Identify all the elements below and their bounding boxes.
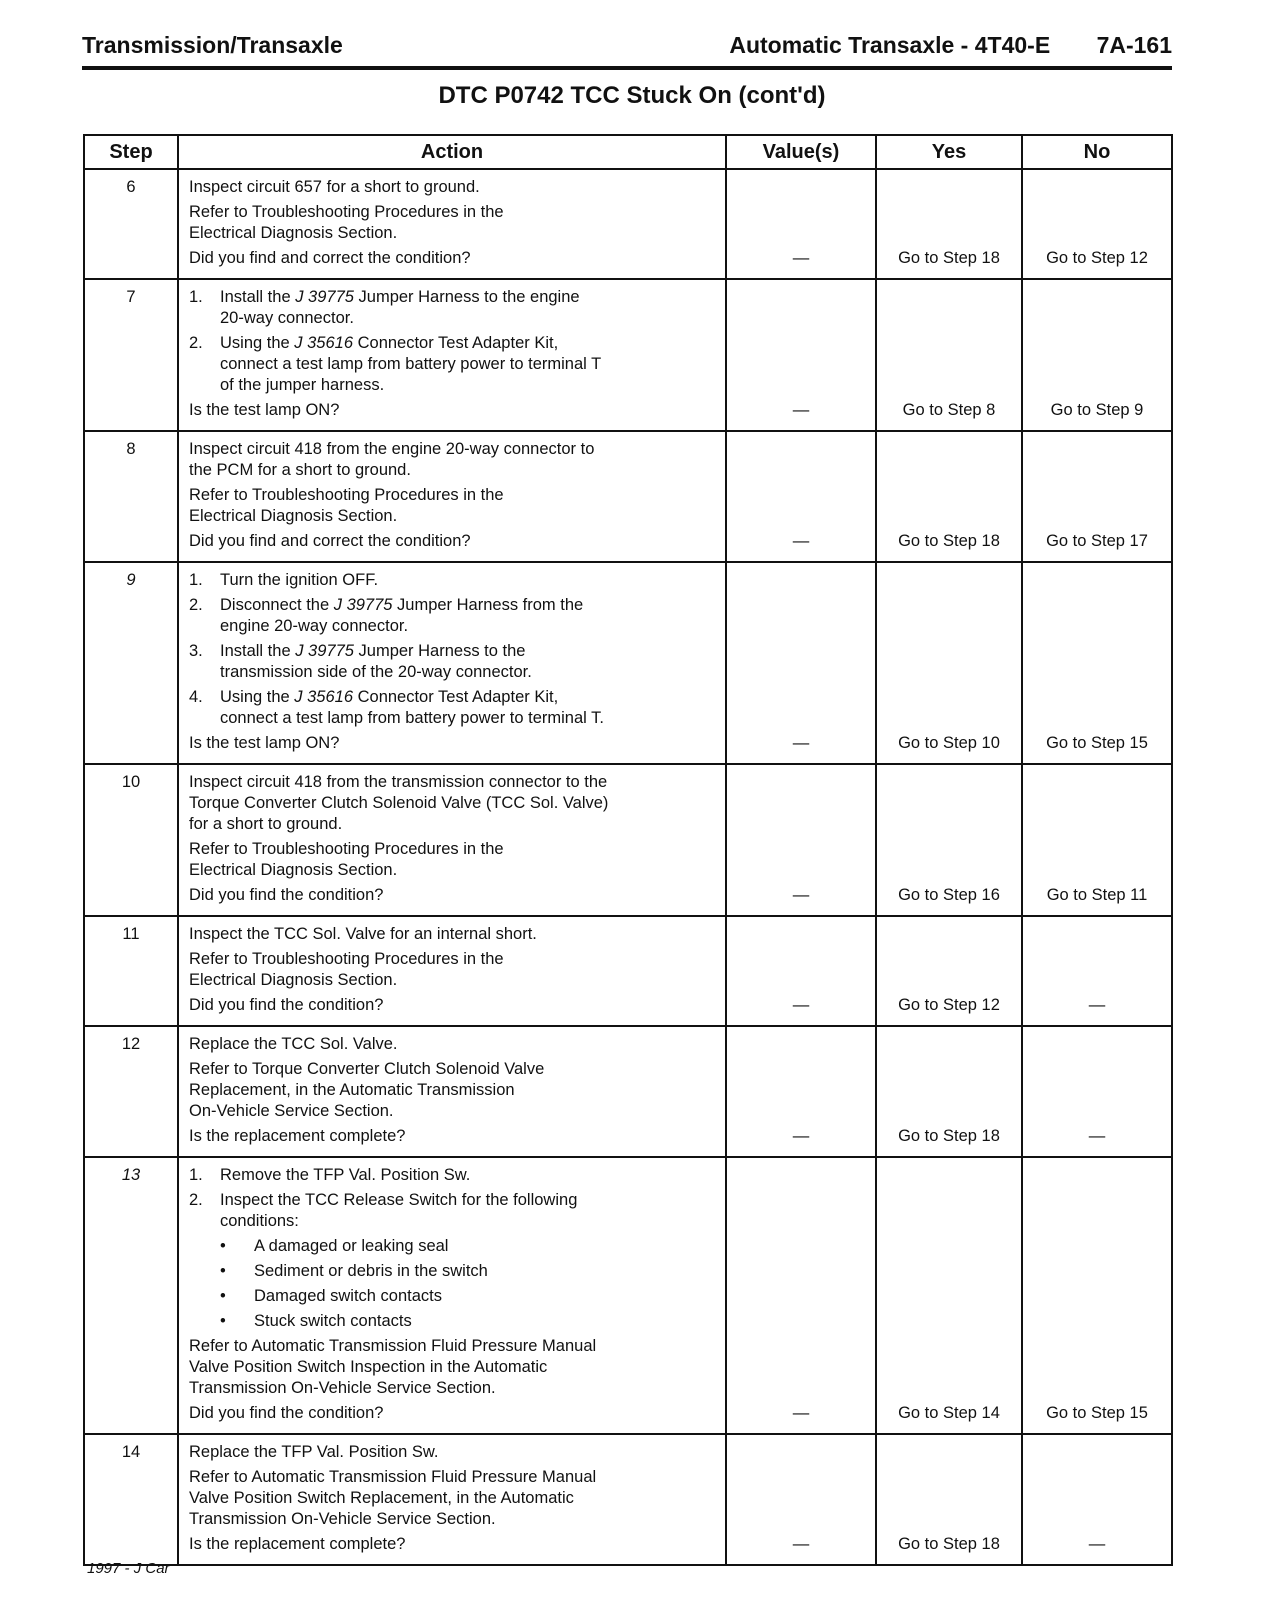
text-part: conditions:: [220, 1212, 299, 1230]
col-header-yes: Yes: [876, 135, 1022, 169]
action-cell: [178, 1157, 726, 1434]
action-cell: [178, 764, 726, 916]
table-row: [84, 431, 1172, 562]
action-text: for a short to ground.: [189, 815, 343, 833]
action-question: Is the replacement complete?: [189, 1127, 406, 1145]
value-cell: —: [726, 279, 876, 431]
action-text: On-Vehicle Service Section.: [189, 1102, 394, 1120]
yes-cell: Go to Step 18: [876, 431, 1022, 562]
tool-number: J 39775: [333, 596, 393, 614]
action-text: Valve Position Switch Inspection in the Automatic: [189, 1358, 548, 1376]
step-number: 13: [84, 1157, 178, 1434]
action-text: Refer to Troubleshooting Procedures in the: [189, 203, 504, 221]
action-cell: [178, 916, 726, 1026]
no-cell: Go to Step 11: [1022, 764, 1172, 916]
table-row: [84, 1026, 1172, 1157]
yes-cell: Go to Step 18: [876, 169, 1022, 279]
numbered-step: [189, 287, 717, 329]
action-text: the PCM for a short to ground.: [189, 461, 411, 479]
step-index: 4.: [189, 688, 203, 706]
page-header: [82, 30, 1172, 70]
step-text: Turn the ignition OFF.: [220, 571, 379, 589]
step-text: [220, 333, 717, 396]
table-row: [84, 916, 1172, 1026]
numbered-step: [189, 641, 717, 683]
action-text: Refer to Troubleshooting Procedures in the: [189, 840, 504, 858]
action-question: Is the test lamp ON?: [189, 401, 340, 419]
step-text: [220, 595, 717, 637]
value-cell: —: [726, 1026, 876, 1157]
action-cell: [178, 431, 726, 562]
header-right: [729, 32, 1172, 59]
step-index: 1.: [189, 288, 203, 306]
text-part: 20-way connector.: [220, 309, 354, 327]
col-header-values: Value(s): [726, 135, 876, 169]
action-question: Is the test lamp ON?: [189, 734, 340, 752]
table-row: [84, 169, 1172, 279]
bullet-text: Stuck switch contacts: [254, 1312, 412, 1330]
no-cell: —: [1022, 1434, 1172, 1565]
step-index: 1.: [189, 1166, 203, 1184]
bullet-text: Damaged switch contacts: [254, 1287, 443, 1305]
action-text: Inspect circuit 657 for a short to ground.: [189, 178, 480, 196]
no-cell: Go to Step 15: [1022, 562, 1172, 764]
numbered-step: [189, 1165, 717, 1186]
bullet-mark: •: [220, 1287, 226, 1305]
text-part: connect a test lamp from battery power to terminal T.: [220, 709, 604, 727]
action-text: Torque Converter Clutch Solenoid Valve (TCC Sol. Valve): [189, 794, 609, 812]
step-index: 1.: [189, 571, 203, 589]
action-cell: [178, 1434, 726, 1565]
text-part: transmission side of the 20-way connector.: [220, 663, 532, 681]
action-text: Electrical Diagnosis Section.: [189, 971, 398, 989]
value-cell: —: [726, 431, 876, 562]
yes-cell: Go to Step 16: [876, 764, 1022, 916]
page-footer: 1997 - J Car: [87, 1560, 170, 1577]
table-header-row: [84, 135, 1172, 169]
bullet-mark: •: [220, 1312, 226, 1330]
col-header-no: No: [1022, 135, 1172, 169]
action-question: Did you find the condition?: [189, 1404, 384, 1422]
bullet-text: A damaged or leaking seal: [254, 1237, 449, 1255]
step-text: Remove the TFP Val. Position Sw.: [220, 1166, 471, 1184]
step-text: [220, 641, 717, 683]
action-question: Did you find the condition?: [189, 886, 384, 904]
yes-cell: Go to Step 10: [876, 562, 1022, 764]
step-number: 6: [84, 169, 178, 279]
table-row: [84, 562, 1172, 764]
no-cell: Go to Step 15: [1022, 1157, 1172, 1434]
bullet-item: [189, 1311, 717, 1332]
bullet-item: [189, 1286, 717, 1307]
section-title: Transmission/Transaxle: [82, 32, 343, 58]
step-number: 8: [84, 431, 178, 562]
text-part: Using the: [220, 688, 295, 706]
text-part: connect a test lamp from battery power to terminal T: [220, 355, 602, 373]
value-cell: —: [726, 169, 876, 279]
bullet-item: [189, 1236, 717, 1257]
yes-cell: Go to Step 18: [876, 1434, 1022, 1565]
page-number: 7A-161: [1096, 32, 1172, 58]
text-part: Using the: [220, 334, 295, 352]
bullet-text: Sediment or debris in the switch: [254, 1262, 488, 1280]
step-number: 14: [84, 1434, 178, 1565]
numbered-step: [189, 333, 717, 396]
text-part: Install the: [220, 288, 296, 306]
numbered-step: [189, 570, 717, 591]
action-text: Replace the TCC Sol. Valve.: [189, 1035, 398, 1053]
action-text: Refer to Automatic Transmission Fluid Pressure Manual: [189, 1468, 597, 1486]
text-part: Disconnect the: [220, 596, 334, 614]
action-question: Is the replacement complete?: [189, 1535, 406, 1553]
tool-number: J 35616: [294, 334, 354, 352]
value-cell: —: [726, 916, 876, 1026]
table-row: [84, 1434, 1172, 1565]
text-part: Install the: [220, 642, 296, 660]
action-cell: [178, 279, 726, 431]
action-text: Inspect the TCC Sol. Valve for an internal short.: [189, 925, 537, 943]
bullet-mark: •: [220, 1237, 226, 1255]
step-text: [220, 1190, 717, 1232]
step-number: 7: [84, 279, 178, 431]
tool-number: J 35616: [294, 688, 354, 706]
bullet-mark: •: [220, 1262, 226, 1280]
step-number: 10: [84, 764, 178, 916]
value-cell: —: [726, 1434, 876, 1565]
document-title: DTC P0742 TCC Stuck On (cont'd): [438, 82, 826, 109]
action-text: Refer to Automatic Transmission Fluid Pressure Manual: [189, 1337, 597, 1355]
step-index: 2.: [189, 1191, 203, 1209]
step-number: 9: [84, 562, 178, 764]
action-text: Electrical Diagnosis Section.: [189, 224, 398, 242]
step-index: 2.: [189, 334, 203, 352]
text-part: of the jumper harness.: [220, 376, 385, 394]
step-number: 11: [84, 916, 178, 1026]
text-part: Connector Test Adapter Kit,: [353, 688, 559, 706]
action-text: Transmission On-Vehicle Service Section.: [189, 1510, 496, 1528]
action-question: Did you find the condition?: [189, 996, 384, 1014]
text-part: Jumper Harness to the: [353, 642, 526, 660]
bullet-item: [189, 1261, 717, 1282]
numbered-step: [189, 595, 717, 637]
text-part: engine 20-way connector.: [220, 617, 409, 635]
action-question: Did you find and correct the condition?: [189, 249, 471, 267]
table-row: [84, 764, 1172, 916]
step-index: 3.: [189, 642, 203, 660]
tool-number: J 39775: [295, 642, 354, 660]
yes-cell: Go to Step 14: [876, 1157, 1022, 1434]
col-header-action: Action: [178, 135, 726, 169]
action-cell: [178, 562, 726, 764]
step-index: 2.: [189, 596, 203, 614]
step-number: 12: [84, 1026, 178, 1157]
table-row: [84, 279, 1172, 431]
action-text: Electrical Diagnosis Section.: [189, 861, 398, 879]
step-text: [220, 287, 717, 329]
table-row: [84, 1157, 1172, 1434]
no-cell: Go to Step 12: [1022, 169, 1172, 279]
action-text: Refer to Troubleshooting Procedures in the: [189, 950, 504, 968]
action-text: Replace the TFP Val. Position Sw.: [189, 1443, 439, 1461]
action-text: Transmission On-Vehicle Service Section.: [189, 1379, 496, 1397]
action-cell: [178, 1026, 726, 1157]
subsection-title: Automatic Transaxle - 4T40-E: [729, 32, 1051, 58]
numbered-step: [189, 687, 717, 729]
value-cell: —: [726, 562, 876, 764]
action-text: Refer to Torque Converter Clutch Solenoid Valve: [189, 1060, 545, 1078]
tool-number: J 39775: [295, 288, 354, 306]
action-cell: [178, 169, 726, 279]
yes-cell: Go to Step 8: [876, 279, 1022, 431]
action-text: Replacement, in the Automatic Transmission: [189, 1081, 515, 1099]
action-question: Did you find and correct the condition?: [189, 532, 471, 550]
action-text: Refer to Troubleshooting Procedures in the: [189, 486, 504, 504]
col-header-step: Step: [84, 135, 178, 169]
step-text: [220, 687, 717, 729]
value-cell: —: [726, 1157, 876, 1434]
yes-cell: Go to Step 12: [876, 916, 1022, 1026]
yes-cell: Go to Step 18: [876, 1026, 1022, 1157]
no-cell: Go to Step 17: [1022, 431, 1172, 562]
action-text: Valve Position Switch Replacement, in the Automatic: [189, 1489, 574, 1507]
action-text: Electrical Diagnosis Section.: [189, 507, 398, 525]
no-cell: Go to Step 9: [1022, 279, 1172, 431]
action-text: Inspect circuit 418 from the engine 20-way connector to: [189, 440, 595, 458]
diagnostic-table: [83, 134, 1173, 1566]
no-cell: —: [1022, 916, 1172, 1026]
no-cell: —: [1022, 1026, 1172, 1157]
action-text: Inspect circuit 418 from the transmission connector to the: [189, 773, 608, 791]
numbered-step: [189, 1190, 717, 1232]
text-part: Jumper Harness from the: [392, 596, 584, 614]
text-part: Connector Test Adapter Kit,: [353, 334, 559, 352]
text-part: Inspect the TCC Release Switch for the following: [220, 1191, 578, 1209]
value-cell: —: [726, 764, 876, 916]
text-part: Jumper Harness to the engine: [353, 288, 580, 306]
